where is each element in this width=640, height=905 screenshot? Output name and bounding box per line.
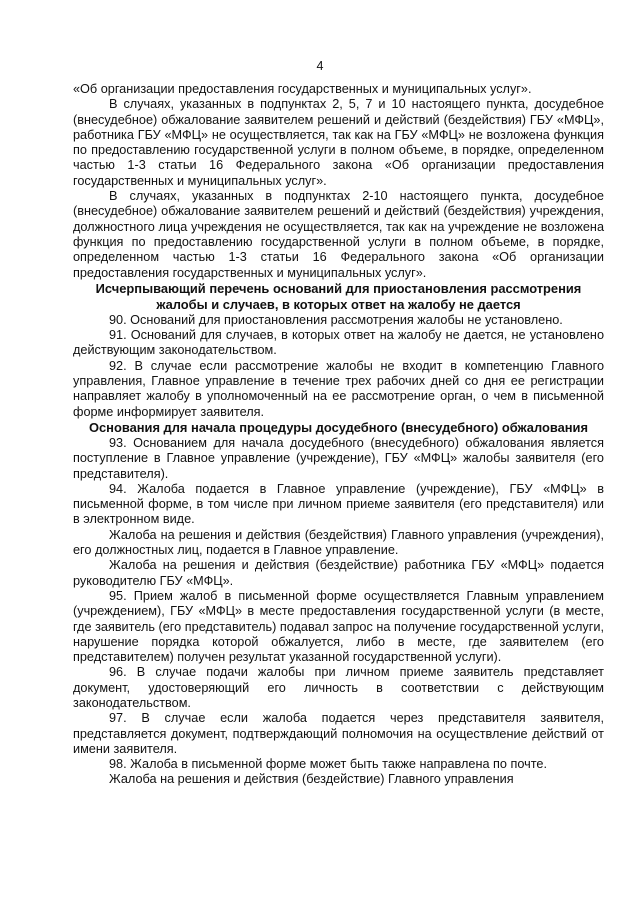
paragraph-continuation: «Об организации предоставления государственных и муниципальных услуг».: [73, 82, 532, 96]
section-heading-suspension-grounds: Исчерпывающий перечень оснований для приостановления рассмотрения жалобы и случаев, в которых ответ на жалобу не дается: [95, 280, 582, 312]
section-heading-appeal-grounds: Основания для начала процедуры досудебного (внесудебного) обжалования: [88, 419, 589, 435]
paragraph-94-complaint-mfc: Жалоба на решения и действия (бездействие) работника ГБУ «МФЦ» подается руководителю ГБУ «МФЦ».: [73, 558, 604, 588]
paragraph-mfc-cases: В случаях, указанных в подпунктах 2, 5, 7 и 10 настоящего пункта, досудебное (внесудебное) обжалование заявителем решений и действий (бездействия) ГБУ «МФЦ», работника ГБУ «МФЦ» не осуществляется, так как на ГБУ «МФЦ» не возложена функция по предоставлению государственной услуги в полном объеме, в порядке, определенном частью 1-3 статьи 16 Федерального закона «Об организации предоставления государственных и муниципальных услуг».: [73, 97, 604, 188]
paragraph-91: 91. Оснований для случаев, в которых ответ на жалобу не дается, не установлено действующим законодательством.: [73, 328, 604, 358]
paragraph-95: 95. Прием жалоб в письменной форме осуществляется Главным управлением (учреждением), ГБУ «МФЦ» в месте предоставления государственной услуги (в месте, где заявитель (его представитель) подавал запрос на получение государственной услуги, нарушение порядка которой обжалуется, либо в месте, где заявителем (его представителем) получен результат указанной государственной услуги).: [73, 588, 604, 665]
paragraph-92: 92. В случае если рассмотрение жалобы не входит в компетенцию Главного управления, Главное управление в течение трех рабочих дней со дня ее регистрации направляет жалобу в уполномоченный на ее рассмотрение орган, о чем в письменной форме информирует заявителя.: [73, 358, 604, 419]
paragraph-94-complaint-main-office: Жалоба на решения и действия (бездействия) Главного управления (учреждения), его должностных лиц, подается в Главное управление.: [73, 527, 604, 558]
paragraph-90: 90. Оснований для приостановления рассмотрения жалобы не установлено.: [109, 312, 563, 327]
document-body: [73, 82, 604, 788]
paragraph-98-continuation: Жалоба на решения и действия (бездействие) Главного управления: [109, 772, 514, 787]
paragraph-97: 97. В случае если жалоба подается через представителя заявителя, представляется документ, подтверждающий полномочия на осуществление действий от имени заявителя.: [73, 711, 604, 756]
paragraph-93: 93. Основанием для начала досудебного (внесудебного) обжалования является поступление в Главное управление (учреждение), ГБУ «МФЦ» жалобы заявителя (его представителя).: [73, 435, 604, 481]
page-number: 4: [316, 59, 324, 73]
paragraph-98: 98. Жалоба в письменной форме может быть также направлена по почте.: [109, 757, 547, 772]
paragraph-94: 94. Жалоба подается в Главное управление (учреждение), ГБУ «МФЦ» в письменной форме, в том числе при личном приеме заявителя (его представителя) или в электронном виде.: [73, 481, 604, 527]
paragraph-institution-cases: В случаях, указанных в подпунктах 2-10 настоящего пункта, досудебное (внесудебное) обжалование заявителем решений и действий (бездействия) учреждения, должностного лица учреждения не осуществляется, так как на учреждение не возложена функция по предоставлению государственной услуги в полном объеме, в порядке, определенном частью 1-3 статьи 16 Федерального закона «Об организации предоставления государственных и муниципальных услуг».: [73, 189, 604, 280]
paragraph-96: 96. В случае подачи жалобы при личном приеме заявитель представляет документ, удостоверяющий его личность в соответствии с действующим законодательством.: [73, 665, 604, 710]
